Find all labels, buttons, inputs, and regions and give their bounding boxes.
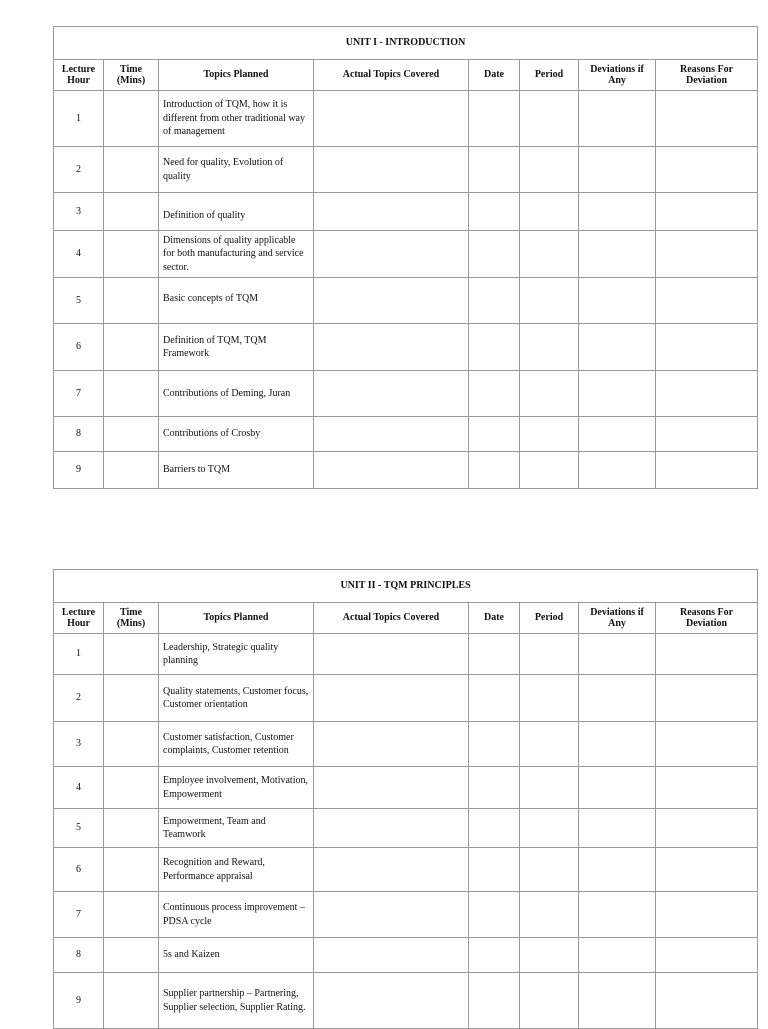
topic-planned: Customer satisfaction, Customer complaints, Customer retention <box>159 722 314 767</box>
header-date: Date <box>469 60 520 91</box>
lecture-hour: 9 <box>54 452 104 489</box>
topic-planned: Definition of quality <box>159 193 314 231</box>
topic-planned: Continuous process improvement – PDSA cycle <box>159 892 314 938</box>
unit2-table <box>53 569 758 1029</box>
header-lecture-hour: Lecture Hour <box>54 603 104 634</box>
lecture-hour: 8 <box>54 938 104 973</box>
unit2-header-row <box>54 603 758 634</box>
table-row <box>54 91 758 147</box>
lecture-hour: 6 <box>54 848 104 892</box>
header-deviations: Deviations if Any <box>579 60 656 91</box>
topic-planned: Leadership, Strategic quality planning <box>159 634 314 675</box>
header-period: Period <box>520 60 579 91</box>
table-row <box>54 634 758 675</box>
header-time: Time (Mins) <box>104 603 159 634</box>
table-row <box>54 938 758 973</box>
table-row <box>54 848 758 892</box>
header-time: Time (Mins) <box>104 60 159 91</box>
unit1-header-row <box>54 60 758 91</box>
lecture-hour: 4 <box>54 767 104 809</box>
header-topics-planned: Topics Planned <box>159 60 314 91</box>
table-row <box>54 809 758 848</box>
lecture-hour: 1 <box>54 91 104 147</box>
table-row <box>54 231 758 278</box>
lecture-hour: 4 <box>54 231 104 278</box>
table-row <box>54 452 758 489</box>
table-row <box>54 892 758 938</box>
unit1-title: UNIT I - INTRODUCTION <box>54 27 758 60</box>
topic-planned: Contributions of Deming, Juran <box>159 371 314 417</box>
table-row <box>54 147 758 193</box>
topic-planned: Introduction of TQM, how it is different from other traditional way of management <box>159 91 314 147</box>
header-actual-topics: Actual Topics Covered <box>314 60 469 91</box>
topic-planned: Definition of TQM, TQM Framework <box>159 324 314 371</box>
table-row <box>54 722 758 767</box>
table-row <box>54 675 758 722</box>
lecture-hour: 2 <box>54 147 104 193</box>
header-reasons: Reasons For Deviation <box>656 603 758 634</box>
lecture-hour: 6 <box>54 324 104 371</box>
lecture-hour: 1 <box>54 634 104 675</box>
topic-planned: 5s and Kaizen <box>159 938 314 973</box>
table-row <box>54 324 758 371</box>
lecture-hour: 7 <box>54 371 104 417</box>
lecture-hour: 3 <box>54 722 104 767</box>
header-lecture-hour: Lecture Hour <box>54 60 104 91</box>
topic-planned: Basic concepts of TQM <box>159 278 314 324</box>
lecture-hour: 5 <box>54 278 104 324</box>
lecture-hour: 8 <box>54 417 104 452</box>
table-row <box>54 193 758 231</box>
topic-planned: Recognition and Reward, Performance appraisal <box>159 848 314 892</box>
table-row <box>54 371 758 417</box>
topic-planned: Employee involvement, Motivation, Empowerment <box>159 767 314 809</box>
lecture-hour: 5 <box>54 809 104 848</box>
unit1-table <box>53 26 758 489</box>
topic-planned: Contributions of Crosby <box>159 417 314 452</box>
topic-planned: Quality statements, Customer focus, Customer orientation <box>159 675 314 722</box>
topic-planned: Need for quality, Evolution of quality <box>159 147 314 193</box>
topic-planned: Dimensions of quality applicable for both manufacturing and service sector. <box>159 231 314 278</box>
lecture-hour: 9 <box>54 973 104 1029</box>
table-row <box>54 417 758 452</box>
header-actual-topics: Actual Topics Covered <box>314 603 469 634</box>
topic-planned: Barriers to TQM <box>159 452 314 489</box>
header-date: Date <box>469 603 520 634</box>
lecture-hour: 7 <box>54 892 104 938</box>
topic-planned: Empowerment, Team and Teamwork <box>159 809 314 848</box>
header-period: Period <box>520 603 579 634</box>
unit2-title: UNIT II - TQM PRINCIPLES <box>54 570 758 603</box>
topic-planned: Supplier partnership – Partnering, Supplier selection, Supplier Rating. <box>159 973 314 1029</box>
header-topics-planned: Topics Planned <box>159 603 314 634</box>
header-reasons: Reasons For Deviation <box>656 60 758 91</box>
header-deviations: Deviations if Any <box>579 603 656 634</box>
table-row <box>54 767 758 809</box>
lecture-hour: 2 <box>54 675 104 722</box>
table-row <box>54 278 758 324</box>
table-row <box>54 973 758 1029</box>
lecture-hour: 3 <box>54 193 104 231</box>
